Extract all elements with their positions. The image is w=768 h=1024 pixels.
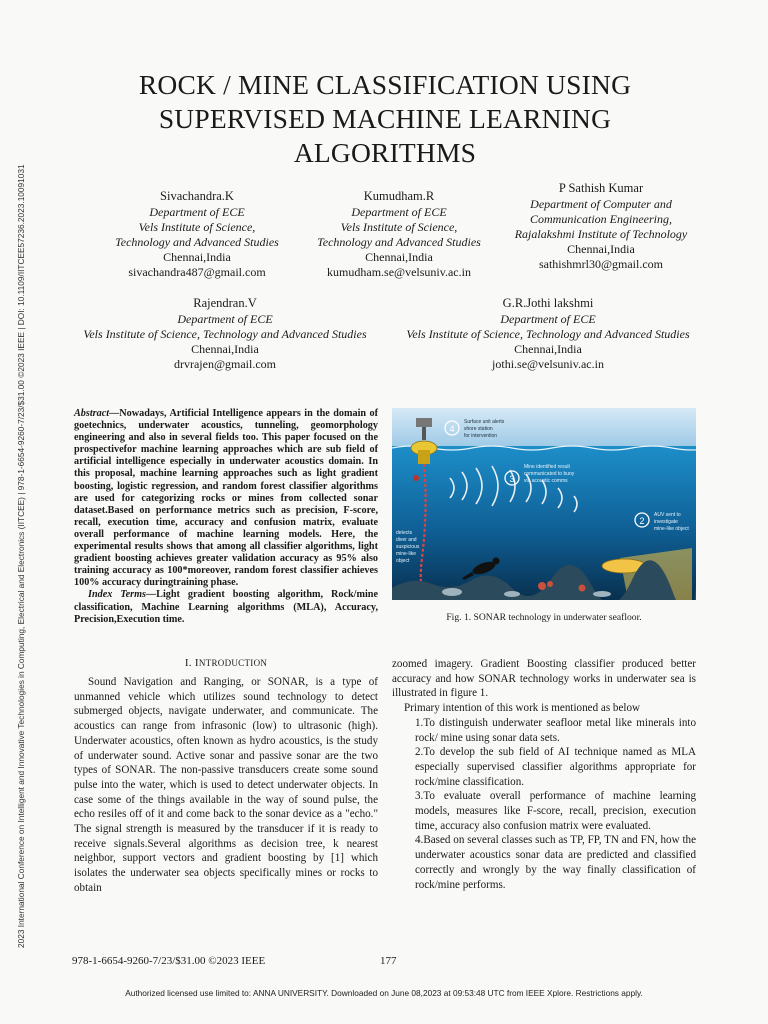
- isbn-line: 978-1-6654-9260-7/23/$31.00 ©2023 IEEE: [72, 955, 266, 967]
- step-2-text: AUV sent to: [654, 512, 681, 518]
- intro-paragraph: Sound Navigation and Ranging, or SONAR, is a type of unmanned vehicle which utilizes sound technology to detect submerged objects, navigate underwater, and communicate. The acoustics can range from infrasonic (low) to ultrasonic (high). Underwater acoustics, often known as hydro acoustics, is the study of underwater sound. Active sonar and passive sonar are the two types of SONAR. The non-passive transducers create some sound pulse into the water, which is used to detect underwater objects. In case some of the things available in the way of sound pulse, the echo resiles off of it and come back to the sonar device as a "echo." The signal strength is measured by the transducer if it is ready to receive signals.Several algorithms as decision tree, k nearest neighbor, support vectors and gradient boosting by [1] which isolates the underwater sea objects specifically mines or rocks to obtain: [74, 676, 378, 894]
- title-line: SUPERVISED MACHINE LEARNING: [158, 103, 612, 134]
- section-title-initial: I: [194, 657, 199, 669]
- step-1-text: suspicious: [396, 544, 420, 550]
- author-block: [60, 295, 390, 372]
- license-notice: Authorized licensed use limited to: ANNA UNIVERSITY. Downloaded on June 08,2023 at 09:53:48 UTC from IEEE Xplore. Restrictions apply.: [125, 988, 643, 998]
- index-terms-text: Light gradient boosting algorithm, Rock/mine classification, Machine Learning algorithms (MLA), Accuracy, Precision,Execution time.: [74, 589, 378, 625]
- objective-item: 2.To develop the sub field of AI technique named as MLA especially supervised classifier algorithms appropriate for rock/mine classification.: [415, 746, 696, 788]
- author-name: Rajendran.V: [193, 296, 257, 310]
- author-name: Kumudham.R: [363, 189, 435, 203]
- author-email: drvrajen@gmail.com: [173, 357, 277, 371]
- author-institute: Vels Institute of Science,: [138, 220, 256, 234]
- author-name: G.R.Jothi lakshmi: [502, 296, 594, 310]
- right-column: [392, 657, 696, 892]
- objective-item: 4.Based on several classes such as TP, FP, TN and FN, how the underwater acoustics sonar data are predicted and classified correctly and wrongly by the way finally classification of rock/mine performs.: [415, 834, 696, 891]
- objectives-intro: Primary intention of this work is mentioned as below: [404, 702, 641, 715]
- title-line: ROCK / MINE CLASSIFICATION USING: [138, 69, 632, 100]
- step-2-text: mine-like object: [654, 526, 689, 532]
- step-2-number: 2: [639, 516, 645, 526]
- side-margin-note: [2, 48, 26, 948]
- step-2-text: investigate: [654, 519, 678, 525]
- section-title-rest: NTRODUCTION: [198, 658, 268, 668]
- author-institute: Rajalakshmi Institute of Technology: [514, 227, 688, 241]
- marker-dot: [413, 475, 419, 481]
- abstract: [74, 408, 378, 626]
- author-city: Chennai,India: [567, 242, 635, 256]
- author-block: [92, 188, 302, 280]
- step-1-text: detects: [396, 530, 413, 536]
- index-terms-label: Index Terms—: [88, 589, 157, 601]
- continuation-paragraph: zoomed imagery. Gradient Boosting classifier produced better accuracy and how SONAR technology works in underwater sea is illustrated in figure 1.: [392, 658, 696, 700]
- author-name: Sivachandra.K: [160, 189, 234, 203]
- author-institute: Technology and Advanced Studies: [115, 235, 279, 249]
- author-city: Chennai,India: [163, 250, 231, 264]
- sky: [392, 408, 696, 448]
- sonar-figure: [392, 408, 696, 600]
- conference-citation: 2023 International Conference on Intelligent and Innovative Technologies in Computing, Electrical and Electronics (IITCEE) | 978-1-6654-9260-7/23/$31.00 ©2023 IEEE | DOI: 10.1109/IITCEE57236.2023.10091031: [16, 164, 26, 948]
- author-email: jothi.se@velsuniv.ac.in: [492, 357, 604, 371]
- author-email: sathishmrl30@gmail.com: [538, 257, 664, 271]
- abstract-text: Nowadays, Artificial Intelligence appears in the domain of goetechnics, underwater acoustics, tunneling, geomorphology engineering and also in several fields too. This paper focused on the prospectivefor machine learning approaches which are sub field of artificial intelligence especially in underwater acoustics domain. In this proposal, machine learning approaches such as light gradient boosting, logistic regression, and random forest classifier algorithms are used for categorizing rocks or mines from collected sonar dataset.Based on performance metrics such as precision, F-score, recall, execution time, accuracy and confusion matrix, evaluate overall performance of machine learning models. Here, the experimental results shows that among all classifier algorithms, light gradient boosting achieves greater validation accuracy as 95% also training accuracy as 100*moreover, random forest classifier achieves 100% accuracy duringtraining phase.: [74, 408, 378, 589]
- author-dept: Department of ECE: [149, 205, 245, 219]
- author-city: Chennai,India: [365, 250, 433, 264]
- author-email: sivachandra487@gmail.com: [128, 265, 266, 279]
- step-1-text: object: [396, 558, 410, 564]
- author-block: [297, 188, 501, 280]
- author-block: [492, 180, 710, 272]
- step-1-text: diver and: [396, 537, 417, 543]
- step-1-text: mine-like: [396, 551, 417, 557]
- author-dept: Department of ECE: [500, 312, 596, 326]
- left-column: [74, 675, 378, 896]
- objective-item: 3.To evaluate overall performance of machine learning models, measures like F-score, recall, precision, execution time, accuracy also confusion matrix were evaluated.: [415, 790, 696, 832]
- section-heading: [74, 657, 378, 669]
- step-3-number: 3: [509, 474, 515, 484]
- step-4-text: shore station: [464, 426, 493, 432]
- step-3-text: via acoustic comms: [524, 478, 568, 484]
- title-line: ALGORITHMS: [293, 137, 477, 168]
- step-3-text: Mine identified result: [524, 464, 570, 470]
- step-4-text: for intervention: [464, 433, 498, 439]
- author-institute: Vels Institute of Science, Technology and Advanced Studies: [83, 327, 367, 341]
- author-institute: Vels Institute of Science,: [340, 220, 458, 234]
- author-institute: Technology and Advanced Studies: [317, 235, 481, 249]
- section-number: I.: [184, 657, 192, 669]
- author-dept: Communication Engineering,: [530, 212, 672, 226]
- author-city: Chennai,India: [191, 342, 259, 356]
- sonar-illustration: [392, 408, 696, 600]
- paper-title: [80, 68, 690, 170]
- author-institute: Vels Institute of Science, Technology and Advanced Studies: [406, 327, 690, 341]
- author-dept: Department of Computer and: [530, 197, 672, 211]
- author-dept: Department of ECE: [351, 205, 447, 219]
- author-block: [390, 295, 706, 372]
- step-3-text: communicated to buoy: [524, 471, 575, 477]
- step-4-text: Surface unit alerts: [464, 419, 505, 425]
- step-4-number: 4: [449, 424, 455, 434]
- figure-caption: Fig. 1. SONAR technology in underwater seafloor.: [446, 612, 642, 623]
- abstract-label: Abstract—: [74, 408, 120, 419]
- author-name: P Sathish Kumar: [558, 181, 644, 195]
- author-city: Chennai,India: [514, 342, 582, 356]
- page-number: 177: [380, 955, 397, 967]
- author-email: kumudham.se@velsuniv.ac.in: [327, 265, 471, 279]
- objective-item: 1.To distinguish underwater seafloor metal like minerals into rock/ mine using sonar data sets.: [415, 716, 696, 744]
- author-dept: Department of ECE: [177, 312, 273, 326]
